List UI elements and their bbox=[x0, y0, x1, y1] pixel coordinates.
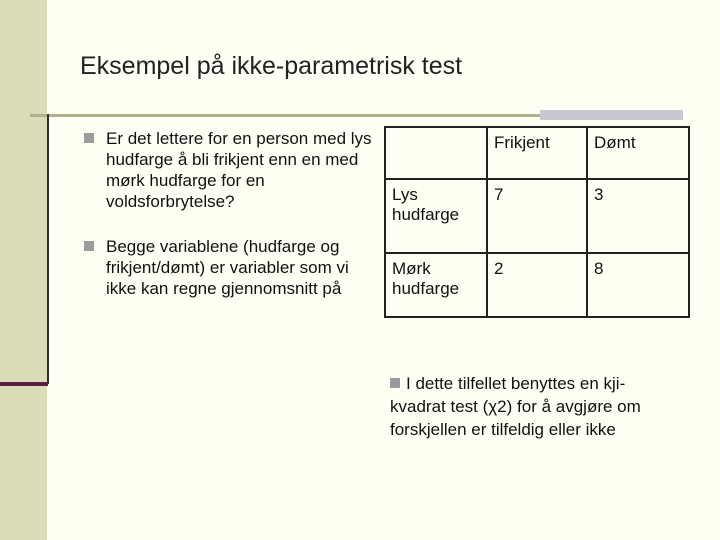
note-bullet bbox=[390, 372, 680, 441]
table-cell: 8 bbox=[587, 253, 689, 317]
contingency-table bbox=[384, 126, 690, 318]
table-row-label: Mørk hudfarge bbox=[385, 253, 487, 317]
square-bullet-icon bbox=[84, 133, 94, 143]
bullet-item bbox=[84, 236, 374, 299]
table-cell: 7 bbox=[487, 179, 587, 253]
square-bullet-icon bbox=[84, 241, 94, 251]
table-header-cell: Frikjent bbox=[487, 127, 587, 179]
note-text: I dette tilfellet benyttes en kji-kvadrat test (χ2) for å avgjøre om forskjellen er tilfeldig eller ikke bbox=[390, 374, 641, 439]
accent-divider bbox=[0, 382, 48, 386]
table-header-row bbox=[385, 127, 689, 179]
table-header-cell: Dømt bbox=[587, 127, 689, 179]
vertical-divider bbox=[47, 114, 49, 384]
bullet-text: Er det lettere for en person med lys hudfarge å bli frikjent enn en med mørk hudfarge for en voldsforbrytelse? bbox=[106, 129, 372, 211]
bullet-list bbox=[84, 128, 374, 323]
title-divider bbox=[30, 114, 540, 117]
bullet-text: Begge variablene (hudfarge og frikjent/dømt) er variabler som vi ikke kan regne gjennomsnitt på bbox=[106, 237, 349, 298]
table-cell: 3 bbox=[587, 179, 689, 253]
table-row bbox=[385, 253, 689, 317]
side-decoration-bar bbox=[0, 0, 47, 540]
title-divider-accent bbox=[540, 110, 683, 120]
slide-title: Eksempel på ikke-parametrisk test bbox=[80, 52, 463, 80]
bullet-item bbox=[84, 128, 374, 212]
square-bullet-icon bbox=[390, 378, 400, 388]
table-row bbox=[385, 179, 689, 253]
table-header-cell bbox=[385, 127, 487, 179]
table-cell: 2 bbox=[487, 253, 587, 317]
table-row-label: Lys hudfarge bbox=[385, 179, 487, 253]
